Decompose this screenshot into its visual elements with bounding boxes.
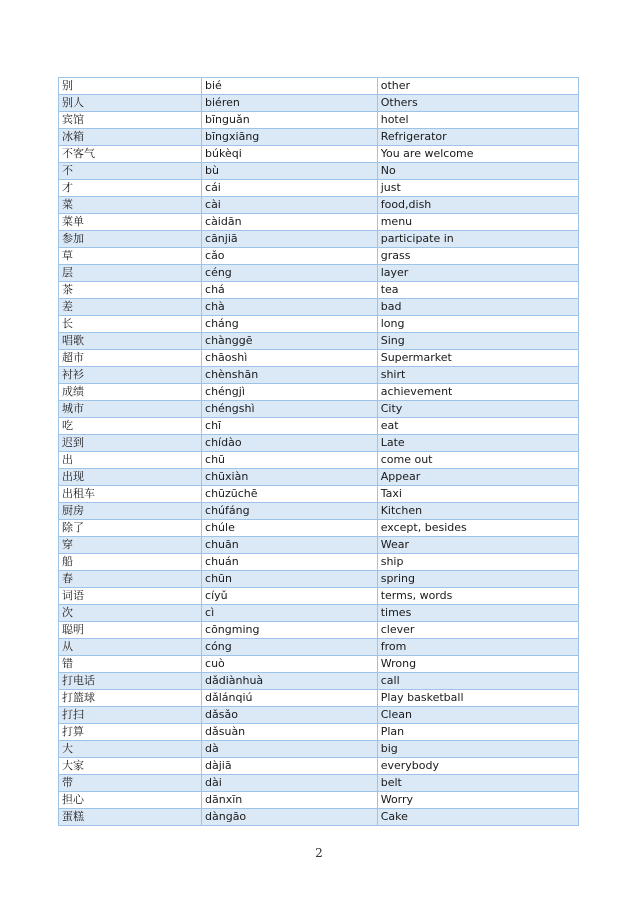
table-row xyxy=(59,231,579,248)
pinyin-cell: chà xyxy=(202,299,378,316)
hanzi-cell: 错 xyxy=(59,656,202,673)
pinyin-cell: cháng xyxy=(202,316,378,333)
hanzi-cell: 出 xyxy=(59,452,202,469)
hanzi-cell: 茶 xyxy=(59,282,202,299)
table-row xyxy=(59,537,579,554)
table-row xyxy=(59,401,579,418)
table-row xyxy=(59,163,579,180)
table-row xyxy=(59,486,579,503)
pinyin-cell: bié xyxy=(202,78,378,95)
pinyin-cell: cānjiā xyxy=(202,231,378,248)
table-row xyxy=(59,435,579,452)
pinyin-cell: chū xyxy=(202,452,378,469)
hanzi-cell: 厨房 xyxy=(59,503,202,520)
english-cell: Wear xyxy=(377,537,578,554)
pinyin-cell: dǎlánqiú xyxy=(202,690,378,707)
table-row xyxy=(59,316,579,333)
table-row xyxy=(59,146,579,163)
english-cell: Refrigerator xyxy=(377,129,578,146)
pinyin-cell: biéren xyxy=(202,95,378,112)
table-row xyxy=(59,78,579,95)
table-row xyxy=(59,622,579,639)
hanzi-cell: 层 xyxy=(59,265,202,282)
english-cell: tea xyxy=(377,282,578,299)
table-row xyxy=(59,588,579,605)
pinyin-cell: chuán xyxy=(202,554,378,571)
hanzi-cell: 大家 xyxy=(59,758,202,775)
english-cell: clever xyxy=(377,622,578,639)
english-cell: spring xyxy=(377,571,578,588)
pinyin-cell: bù xyxy=(202,163,378,180)
english-cell: Play basketball xyxy=(377,690,578,707)
table-row xyxy=(59,503,579,520)
hanzi-cell: 出租车 xyxy=(59,486,202,503)
english-cell: long xyxy=(377,316,578,333)
table-row xyxy=(59,707,579,724)
hanzi-cell: 别 xyxy=(59,78,202,95)
english-cell: food,dish xyxy=(377,197,578,214)
pinyin-cell: cái xyxy=(202,180,378,197)
english-cell: You are welcome xyxy=(377,146,578,163)
pinyin-cell: cíyǔ xyxy=(202,588,378,605)
table-row xyxy=(59,129,579,146)
hanzi-cell: 春 xyxy=(59,571,202,588)
table-row xyxy=(59,690,579,707)
english-cell: Clean xyxy=(377,707,578,724)
hanzi-cell: 城市 xyxy=(59,401,202,418)
hanzi-cell: 差 xyxy=(59,299,202,316)
hanzi-cell: 船 xyxy=(59,554,202,571)
english-cell: menu xyxy=(377,214,578,231)
vocabulary-table-body xyxy=(59,78,579,826)
table-row xyxy=(59,350,579,367)
english-cell: except, besides xyxy=(377,520,578,537)
hanzi-cell: 成绩 xyxy=(59,384,202,401)
pinyin-cell: chànggē xyxy=(202,333,378,350)
pinyin-cell: bīngxiāng xyxy=(202,129,378,146)
english-cell: ship xyxy=(377,554,578,571)
english-cell: other xyxy=(377,78,578,95)
page-number: 2 xyxy=(315,846,323,860)
pinyin-cell: chūzūchē xyxy=(202,486,378,503)
table-row xyxy=(59,775,579,792)
english-cell: times xyxy=(377,605,578,622)
table-row xyxy=(59,554,579,571)
hanzi-cell: 蛋糕 xyxy=(59,809,202,826)
hanzi-cell: 宾馆 xyxy=(59,112,202,129)
english-cell: Worry xyxy=(377,792,578,809)
table-row xyxy=(59,180,579,197)
english-cell: No xyxy=(377,163,578,180)
english-cell: eat xyxy=(377,418,578,435)
pinyin-cell: dài xyxy=(202,775,378,792)
english-cell: shirt xyxy=(377,367,578,384)
pinyin-cell: chídào xyxy=(202,435,378,452)
english-cell: Plan xyxy=(377,724,578,741)
table-row xyxy=(59,792,579,809)
pinyin-cell: cài xyxy=(202,197,378,214)
hanzi-cell: 带 xyxy=(59,775,202,792)
hanzi-cell: 菜单 xyxy=(59,214,202,231)
hanzi-cell: 聪明 xyxy=(59,622,202,639)
english-cell: big xyxy=(377,741,578,758)
hanzi-cell: 长 xyxy=(59,316,202,333)
table-row xyxy=(59,741,579,758)
table-row xyxy=(59,724,579,741)
pinyin-cell: cuò xyxy=(202,656,378,673)
english-cell: participate in xyxy=(377,231,578,248)
hanzi-cell: 出现 xyxy=(59,469,202,486)
table-row xyxy=(59,571,579,588)
english-cell: Late xyxy=(377,435,578,452)
english-cell: belt xyxy=(377,775,578,792)
table-row xyxy=(59,656,579,673)
english-cell: Cake xyxy=(377,809,578,826)
pinyin-cell: chāoshì xyxy=(202,350,378,367)
english-cell: from xyxy=(377,639,578,656)
english-cell: bad xyxy=(377,299,578,316)
pinyin-cell: dàngāo xyxy=(202,809,378,826)
english-cell: Supermarket xyxy=(377,350,578,367)
pinyin-cell: cóng xyxy=(202,639,378,656)
table-row xyxy=(59,248,579,265)
table-row xyxy=(59,384,579,401)
english-cell: Others xyxy=(377,95,578,112)
hanzi-cell: 除了 xyxy=(59,520,202,537)
hanzi-cell: 打扫 xyxy=(59,707,202,724)
hanzi-cell: 菜 xyxy=(59,197,202,214)
english-cell: City xyxy=(377,401,578,418)
pinyin-cell: búkèqi xyxy=(202,146,378,163)
table-row xyxy=(59,265,579,282)
hanzi-cell: 大 xyxy=(59,741,202,758)
hanzi-cell: 才 xyxy=(59,180,202,197)
pinyin-cell: chéngjì xyxy=(202,384,378,401)
pinyin-cell: chènshān xyxy=(202,367,378,384)
hanzi-cell: 别人 xyxy=(59,95,202,112)
pinyin-cell: cōngming xyxy=(202,622,378,639)
table-row xyxy=(59,214,579,231)
table-row xyxy=(59,299,579,316)
english-cell: hotel xyxy=(377,112,578,129)
pinyin-cell: chéngshì xyxy=(202,401,378,418)
hanzi-cell: 不 xyxy=(59,163,202,180)
english-cell: Wrong xyxy=(377,656,578,673)
english-cell: call xyxy=(377,673,578,690)
pinyin-cell: dǎsuàn xyxy=(202,724,378,741)
pinyin-cell: chūn xyxy=(202,571,378,588)
pinyin-cell: chá xyxy=(202,282,378,299)
pinyin-cell: dānxīn xyxy=(202,792,378,809)
hanzi-cell: 草 xyxy=(59,248,202,265)
pinyin-cell: chūxiàn xyxy=(202,469,378,486)
hanzi-cell: 打篮球 xyxy=(59,690,202,707)
hanzi-cell: 不客气 xyxy=(59,146,202,163)
table-row xyxy=(59,197,579,214)
pinyin-cell: dà xyxy=(202,741,378,758)
hanzi-cell: 参加 xyxy=(59,231,202,248)
pinyin-cell: chúfáng xyxy=(202,503,378,520)
table-row xyxy=(59,367,579,384)
hanzi-cell: 打算 xyxy=(59,724,202,741)
hanzi-cell: 从 xyxy=(59,639,202,656)
hanzi-cell: 穿 xyxy=(59,537,202,554)
pinyin-cell: cì xyxy=(202,605,378,622)
hanzi-cell: 迟到 xyxy=(59,435,202,452)
table-row xyxy=(59,639,579,656)
english-cell: just xyxy=(377,180,578,197)
table-row xyxy=(59,452,579,469)
english-cell: layer xyxy=(377,265,578,282)
english-cell: Kitchen xyxy=(377,503,578,520)
table-row xyxy=(59,112,579,129)
hanzi-cell: 冰箱 xyxy=(59,129,202,146)
table-row xyxy=(59,809,579,826)
english-cell: grass xyxy=(377,248,578,265)
hanzi-cell: 打电话 xyxy=(59,673,202,690)
pinyin-cell: céng xyxy=(202,265,378,282)
pinyin-cell: chúle xyxy=(202,520,378,537)
table-row xyxy=(59,520,579,537)
english-cell: achievement xyxy=(377,384,578,401)
pinyin-cell: bīnguǎn xyxy=(202,112,378,129)
english-cell: Sing xyxy=(377,333,578,350)
table-row xyxy=(59,333,579,350)
english-cell: everybody xyxy=(377,758,578,775)
table-row xyxy=(59,418,579,435)
pinyin-cell: dàjiā xyxy=(202,758,378,775)
table-row xyxy=(59,95,579,112)
table-row xyxy=(59,758,579,775)
table-row xyxy=(59,469,579,486)
english-cell: terms, words xyxy=(377,588,578,605)
table-row xyxy=(59,282,579,299)
pinyin-cell: chī xyxy=(202,418,378,435)
vocabulary-table xyxy=(58,77,579,826)
pinyin-cell: cǎo xyxy=(202,248,378,265)
pinyin-cell: dǎsǎo xyxy=(202,707,378,724)
hanzi-cell: 吃 xyxy=(59,418,202,435)
hanzi-cell: 担心 xyxy=(59,792,202,809)
hanzi-cell: 唱歌 xyxy=(59,333,202,350)
english-cell: Appear xyxy=(377,469,578,486)
hanzi-cell: 衬衫 xyxy=(59,367,202,384)
pinyin-cell: chuān xyxy=(202,537,378,554)
hanzi-cell: 次 xyxy=(59,605,202,622)
pinyin-cell: dǎdiànhuà xyxy=(202,673,378,690)
pinyin-cell: càidān xyxy=(202,214,378,231)
table-row xyxy=(59,673,579,690)
hanzi-cell: 超市 xyxy=(59,350,202,367)
hanzi-cell: 词语 xyxy=(59,588,202,605)
english-cell: Taxi xyxy=(377,486,578,503)
english-cell: come out xyxy=(377,452,578,469)
table-row xyxy=(59,605,579,622)
